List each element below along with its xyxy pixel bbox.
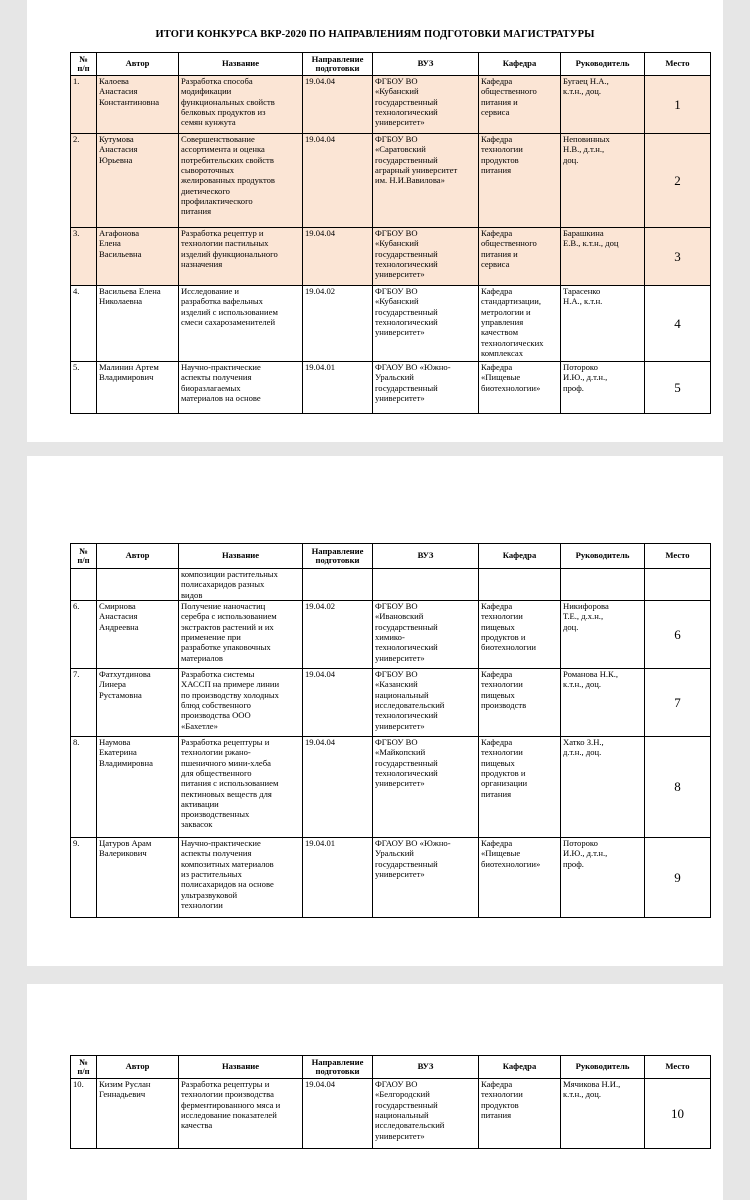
column-header-direction <box>303 1056 373 1079</box>
column-header-place <box>645 544 711 569</box>
column-header-direction-label: Направление подготовки <box>311 545 364 565</box>
cell-num: 3. <box>71 228 97 286</box>
table-row <box>71 736 711 837</box>
cell-vuz: ФГБОУ ВО «Кубанский государственный технологический университет» <box>373 228 479 286</box>
cell-num: 4. <box>71 286 97 362</box>
cell-author: Калоева Анастасия Константиновна <box>97 76 179 134</box>
cell-name: Разработка рецептуры и технологии ржано- пшеничного мини-хлеба для общественного питания с использованием пектиновых веществ для активации производственных заквасок <box>179 736 303 837</box>
table-row <box>71 600 711 668</box>
cell-place: 8 <box>645 736 711 837</box>
cell-vuz: ФГАОУ ВО «Белгородский государственный национальный исследовательский университет» <box>373 1079 479 1149</box>
cell-num: 5. <box>71 362 97 414</box>
cell-author: Васильева Елена Николаевна <box>97 286 179 362</box>
column-header-supervisor <box>561 544 645 569</box>
column-header-num-label: № п/п <box>77 1056 90 1076</box>
cell-direction: 19.04.01 <box>303 362 373 414</box>
column-header-name-label: Название <box>221 550 260 561</box>
cell-vuz <box>373 569 479 601</box>
cell-supervisor: Бугаец Н.А., к.т.н., доц. <box>561 76 645 134</box>
cell-supervisor: Барашкина Е.В., к.т.н., доц <box>561 228 645 286</box>
column-header-direction-label: Направление подготовки <box>311 53 364 73</box>
table-row <box>71 362 711 414</box>
column-header-author-label: Автор <box>125 1061 150 1072</box>
column-header-author <box>97 544 179 569</box>
column-header-supervisor-label: Руководитель <box>575 58 630 69</box>
table-header-row <box>71 1056 711 1079</box>
cell-place: 10 <box>645 1079 711 1149</box>
column-header-num-label: № п/п <box>77 53 90 73</box>
cell-vuz: ФГБОУ ВО «Ивановский государственный химико- технологический университет» <box>373 600 479 668</box>
cell-supervisor: Романова Н.К., к.т.н., доц. <box>561 668 645 736</box>
cell-supervisor: Потороко И.Ю., д.т.н., проф. <box>561 837 645 917</box>
column-header-num <box>71 1056 97 1079</box>
cell-author: Кутумова Анастасия Юрьевна <box>97 134 179 228</box>
column-header-vuz <box>373 544 479 569</box>
column-header-supervisor-label: Руководитель <box>575 550 630 561</box>
table-row <box>71 1079 711 1149</box>
cell-supervisor: Мячикова Н.И., к.т.н., доц. <box>561 1079 645 1149</box>
cell-supervisor: Неповинных Н.В., д.т.н., доц. <box>561 134 645 228</box>
column-header-num-label: № п/п <box>77 545 90 565</box>
cell-vuz: ФГБОУ ВО «Кубанский государственный технологический университет» <box>373 76 479 134</box>
cell-author: Агафонова Елена Васильевна <box>97 228 179 286</box>
column-header-author-label: Автор <box>125 58 150 69</box>
cell-author: Цатуров Арам Валерикович <box>97 837 179 917</box>
column-header-supervisor-label: Руководитель <box>575 1061 630 1072</box>
cell-supervisor <box>561 569 645 601</box>
cell-name: Научно-практические аспекты получения биоразлагаемых материалов на основе <box>179 362 303 414</box>
cell-dept: Кафедра «Пищевые биотехнологии» <box>479 837 561 917</box>
column-header-author <box>97 53 179 76</box>
cell-dept: Кафедра технологии пищевых производств <box>479 668 561 736</box>
cell-num: 10. <box>71 1079 97 1149</box>
cell-num: 9. <box>71 837 97 917</box>
cell-num: 6. <box>71 600 97 668</box>
cell-author: Кизим Руслан Геннадьевич <box>97 1079 179 1149</box>
page-3 <box>27 984 723 1200</box>
table-row <box>71 668 711 736</box>
page-2 <box>27 456 723 966</box>
column-header-place-label: Место <box>665 550 690 561</box>
cell-vuz: ФГАОУ ВО «Южно- Уральский государственный университет» <box>373 362 479 414</box>
cell-dept: Кафедра технологии продуктов питания <box>479 134 561 228</box>
cell-place: 3 <box>645 228 711 286</box>
cell-vuz: ФГБОУ ВО «Майкопский государственный технологический университет» <box>373 736 479 837</box>
column-header-place <box>645 1056 711 1079</box>
cell-place: 6 <box>645 600 711 668</box>
cell-dept: Кафедра технологии продуктов питания <box>479 1079 561 1149</box>
cell-name: Разработка способа модификации функциональных свойств белковых продуктов из семян кунжута <box>179 76 303 134</box>
table-header-row <box>71 53 711 76</box>
cell-direction: 19.04.02 <box>303 286 373 362</box>
table-row <box>71 76 711 134</box>
column-header-name-label: Название <box>221 1061 260 1072</box>
cell-author <box>97 569 179 601</box>
cell-name: Разработка системы ХАССП на примере линии по производству холодных блюд собственного производства ООО «Бахетле» <box>179 668 303 736</box>
cell-place: 5 <box>645 362 711 414</box>
column-header-num <box>71 544 97 569</box>
cell-dept <box>479 569 561 601</box>
column-header-num <box>71 53 97 76</box>
cell-num: 2. <box>71 134 97 228</box>
table-row <box>71 134 711 228</box>
column-header-supervisor <box>561 1056 645 1079</box>
cell-num: 7. <box>71 668 97 736</box>
column-header-place-label: Место <box>665 1061 690 1072</box>
document-title: ИТОГИ КОНКУРСА ВКР-2020 ПО НАПРАВЛЕНИЯМ ПОДГОТОВКИ МАГИСТРАТУРЫ <box>155 29 595 40</box>
cell-vuz: ФГАОУ ВО «Южно- Уральский государственный университет» <box>373 837 479 917</box>
column-header-author <box>97 1056 179 1079</box>
column-header-dept-label: Кафедра <box>502 1061 537 1072</box>
cell-name: Получение наночастиц серебра с использованием экстрактов растений и их применение при разработке упаковочных материалов <box>179 600 303 668</box>
cell-author: Наумова Екатерина Владимировна <box>97 736 179 837</box>
column-header-vuz-label: ВУЗ <box>417 58 434 69</box>
cell-dept: Кафедра стандартизации, метрологии и управления качеством технологических комплексах <box>479 286 561 362</box>
cell-dept: Кафедра общественного питания и сервиса <box>479 76 561 134</box>
cell-direction: 19.04.04 <box>303 228 373 286</box>
cell-direction: 19.04.04 <box>303 76 373 134</box>
cell-num: 1. <box>71 76 97 134</box>
column-header-name <box>179 544 303 569</box>
table-header-row <box>71 544 711 569</box>
column-header-direction-label: Направление подготовки <box>311 1056 364 1076</box>
cell-place: 2 <box>645 134 711 228</box>
table-row <box>71 837 711 917</box>
table-row <box>71 286 711 362</box>
column-header-dept <box>479 53 561 76</box>
column-header-place <box>645 53 711 76</box>
cell-num <box>71 569 97 601</box>
cell-direction: 19.04.04 <box>303 1079 373 1149</box>
results-table-page-3 <box>70 1055 711 1149</box>
cell-num: 8. <box>71 736 97 837</box>
column-header-name-label: Название <box>221 58 260 69</box>
cell-place: 1 <box>645 76 711 134</box>
column-header-direction <box>303 544 373 569</box>
cell-author: Смирнова Анастасия Андреевна <box>97 600 179 668</box>
cell-place: 4 <box>645 286 711 362</box>
cell-name: Разработка рецептур и технологии пастильных изделий функционального назначения <box>179 228 303 286</box>
cell-supervisor: Никифорова Т.Е., д.х.н., доц. <box>561 600 645 668</box>
column-header-author-label: Автор <box>125 550 150 561</box>
column-header-vuz-label: ВУЗ <box>417 550 434 561</box>
cell-name: Научно-практические аспекты получения композитных материалов из растительных полисахаридов на основе ультразвуковой технологии <box>179 837 303 917</box>
cell-place <box>645 569 711 601</box>
column-header-name <box>179 1056 303 1079</box>
column-header-dept <box>479 544 561 569</box>
cell-author: Малинин Артем Владимирович <box>97 362 179 414</box>
column-header-vuz <box>373 1056 479 1079</box>
column-header-vuz-label: ВУЗ <box>417 1061 434 1072</box>
column-header-dept-label: Кафедра <box>502 58 537 69</box>
cell-direction: 19.04.01 <box>303 837 373 917</box>
cell-name: Совершенствование ассортимента и оценка потребительских свойств сывороточных желированных продуктов диетического профилактического питания <box>179 134 303 228</box>
column-header-supervisor <box>561 53 645 76</box>
cell-supervisor: Тарасенко Н.А., к.т.н. <box>561 286 645 362</box>
results-table-page-1 <box>70 52 711 414</box>
cell-place: 7 <box>645 668 711 736</box>
cell-direction: 19.04.04 <box>303 134 373 228</box>
cell-direction <box>303 569 373 601</box>
column-header-vuz <box>373 53 479 76</box>
column-header-direction <box>303 53 373 76</box>
column-header-name <box>179 53 303 76</box>
cell-vuz: ФГБОУ ВО «Кубанский государственный технологический университет» <box>373 286 479 362</box>
cell-name: композиции растительных полисахаридов разных видов <box>179 569 303 601</box>
page-1 <box>27 0 723 442</box>
cell-direction: 19.04.02 <box>303 600 373 668</box>
column-header-dept-label: Кафедра <box>502 550 537 561</box>
table-row <box>71 569 711 601</box>
cell-dept: Кафедра «Пищевые биотехнологии» <box>479 362 561 414</box>
column-header-place-label: Место <box>665 58 690 69</box>
cell-dept: Кафедра общественного питания и сервиса <box>479 228 561 286</box>
cell-direction: 19.04.04 <box>303 736 373 837</box>
results-table-page-2 <box>70 543 711 918</box>
cell-place: 9 <box>645 837 711 917</box>
cell-name: Исследование и разработка вафельных изделий с использованием смеси сахарозаменителей <box>179 286 303 362</box>
cell-supervisor: Потороко И.Ю., д.т.н., проф. <box>561 362 645 414</box>
table-row <box>71 228 711 286</box>
cell-vuz: ФГБОУ ВО «Казанский национальный исследовательский технологический университет» <box>373 668 479 736</box>
cell-dept: Кафедра технологии пищевых продуктов и биотехнологии <box>479 600 561 668</box>
cell-dept: Кафедра технологии пищевых продуктов и организации питания <box>479 736 561 837</box>
column-header-dept <box>479 1056 561 1079</box>
cell-direction: 19.04.04 <box>303 668 373 736</box>
cell-name: Разработка рецептуры и технологии производства ферментированного мяса и исследование показателей качества <box>179 1079 303 1149</box>
cell-vuz: ФГБОУ ВО «Саратовский государственный аграрный университет им. Н.И.Вавилова» <box>373 134 479 228</box>
cell-author: Фатхутдинова Линера Рустамовна <box>97 668 179 736</box>
cell-supervisor: Хатко З.Н., д.т.н., доц. <box>561 736 645 837</box>
